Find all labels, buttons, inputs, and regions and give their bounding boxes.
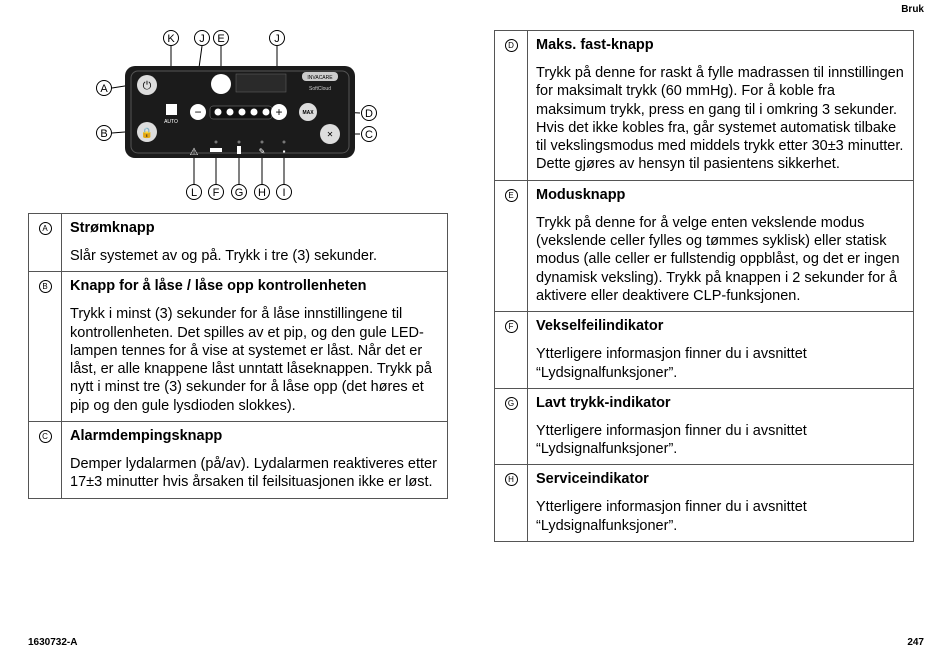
callout-letter: I: [282, 187, 286, 199]
item-title: Alarmdempingsknapp: [70, 428, 223, 445]
callout-letter: J: [199, 33, 205, 45]
table-row: [29, 422, 448, 499]
max-label: MAX: [302, 110, 314, 116]
item-body: Ytterligere informasjon finner du i avsnittet “Lydsignalfunksjoner”.: [536, 422, 807, 458]
item-title: Strømknapp: [70, 220, 155, 236]
pressure-level-led: [263, 109, 270, 116]
item-body: Trykk på denne for raskt å fylle madrassen til innstillingen for maksimalt trykk (60 mmHg). For å koble fra maksimum trykk, press en gang til i omkring 3 sekunder. Hvis det ikke kobles fra, går systemet automatisk tilbake til vekslingsmodus med middels trykk etter 30±3 minutter. Dette gjøres av hensyn til pasientens sikkerhet.: [536, 65, 904, 173]
item-body: Trykk på denne for å velge enten vekslende modus (vekslende celler fylles og tømmes syklisk) eller statisk modus (alle celler er fullstendig oppblåst, og det er ingen dynamisk veksling). Trykk på knappen i 2 sekunder for å aktivere eller deaktivere CLP-funksjonen.: [536, 214, 900, 304]
callout-letter: E: [217, 33, 225, 45]
mute-icon: ✕: [326, 130, 334, 139]
item-letter: D: [505, 39, 518, 52]
mode-button-shape: [211, 74, 231, 94]
item-title: Serviceindikator: [536, 471, 649, 488]
table-row: [495, 180, 914, 311]
callout-letter: J: [274, 33, 280, 45]
item-letter: C: [39, 430, 52, 443]
document-id: 1630732-A: [28, 637, 78, 648]
pressure-level-led: [239, 109, 246, 116]
table-row: [29, 214, 448, 272]
pressure-level-led: [227, 109, 234, 116]
panel-product: SoftCloud: [309, 86, 331, 92]
indicator-i-icon: ▪: [282, 147, 286, 156]
item-letter: G: [505, 397, 518, 410]
alternating-fault-icon: [210, 148, 222, 152]
item-title: Maks. fast-knapp: [536, 37, 654, 53]
item-letter: E: [505, 189, 518, 202]
callout-letter: G: [234, 187, 244, 199]
item-letter: F: [505, 320, 518, 333]
callout-letter: K: [167, 33, 175, 45]
plus-icon: +: [275, 105, 283, 119]
control-panel-diagram: [90, 26, 390, 206]
item-body: Ytterligere informasjon finner du i avsnittet “Lydsignalfunksjoner”.: [536, 346, 807, 381]
item-title: Knapp for å låse / låse opp kontrollenheten: [70, 278, 367, 295]
display-window: [236, 74, 286, 92]
panel-brand: INVACARE: [307, 75, 333, 81]
table-row: [495, 31, 914, 181]
item-title: Modusknapp: [536, 186, 626, 203]
auto-label: AUTO: [164, 119, 178, 125]
status-led: [283, 141, 286, 144]
table-row: [495, 388, 914, 465]
minus-icon: −: [194, 105, 202, 119]
item-body: Slår systemet av og på. Trykk i tre (3) sekunder.: [70, 248, 378, 264]
status-led: [261, 141, 264, 144]
right-description-table: [494, 30, 914, 542]
callout-letter: C: [365, 129, 373, 141]
item-body: Demper lydalarmen (på/av). Lydalarmen reaktiveres etter 17±3 minutter hvis årsaken til feilsituasjonen ikke er løst.: [70, 456, 437, 491]
item-letter: H: [505, 473, 518, 486]
callout-letter: H: [258, 187, 266, 199]
power-icon: ⏻: [142, 80, 152, 92]
page-number: 247: [907, 637, 924, 648]
item-body: Ytterligere informasjon finner du i avsnittet “Lydsignalfunksjoner”.: [536, 499, 807, 534]
table-row: [495, 312, 914, 389]
item-letter: B: [39, 280, 52, 293]
callout-letter: B: [100, 128, 108, 140]
callout-letter: F: [212, 187, 220, 199]
left-description-table: [28, 213, 448, 499]
table-row: [495, 465, 914, 542]
item-title: Vekselfeilindikator: [536, 318, 664, 335]
pressure-level-led: [251, 109, 258, 116]
section-header: Bruk: [901, 4, 924, 15]
item-letter: A: [39, 222, 52, 235]
status-led: [238, 141, 241, 144]
callout-letter: L: [190, 187, 198, 199]
low-pressure-icon: [237, 146, 241, 154]
warning-icon: ⚠: [189, 147, 199, 158]
pressure-level-led: [215, 109, 222, 116]
callout-letter: D: [365, 108, 373, 120]
item-title: Lavt trykk-indikator: [536, 394, 671, 411]
status-led: [215, 141, 218, 144]
auto-indicator-shape: [166, 104, 177, 115]
callout-letter: A: [100, 83, 108, 95]
item-body: Trykk i minst (3) sekunder for å låse innstillingene til kontrollenheten. Det spilles av et pip, og den gule LED-lampen tennes for å vise at systemet er låst. Når det er låst, er alle knappene låst unntatt låseknappen. Trykk på nytt i minst tre (3) sekunder for å låse opp (det høres et pip og den gule lysdioden slokkes).: [70, 306, 432, 414]
lock-icon: 🔒: [140, 128, 154, 139]
service-icon: ✎: [258, 147, 266, 156]
table-row: [29, 272, 448, 422]
